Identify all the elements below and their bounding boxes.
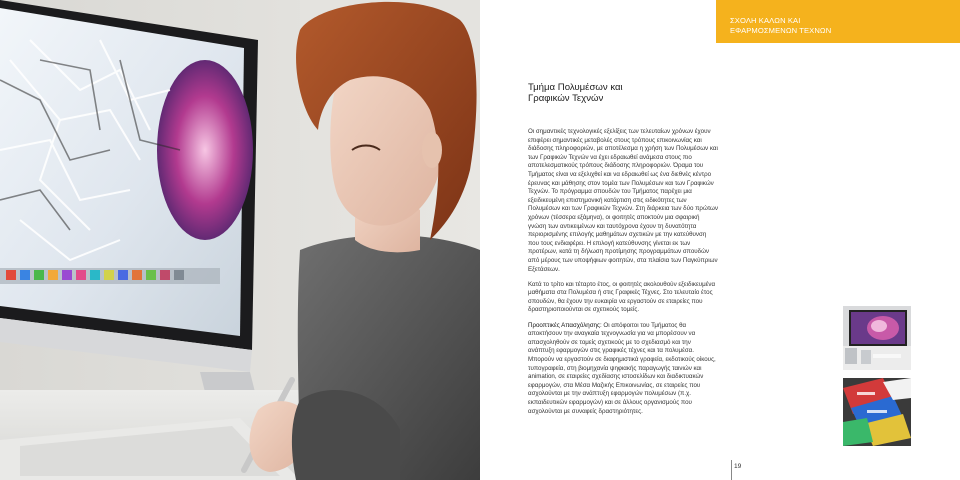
employment-paragraph	[528, 322, 718, 417]
school-name	[730, 16, 831, 36]
school-name-line1: ΣΧΟΛΗ ΚΑΛΩΝ ΚΑΙ	[730, 16, 801, 25]
computer-lab-photo	[843, 306, 911, 370]
page-number: 19	[734, 463, 742, 470]
specialization-paragraph: Κατά το τρίτο και τέταρτο έτος, οι φοιτητές ακολουθούν εξειδικευμένα μαθήματα στα Πολυμέσα ή στις Γραφικές Τέχνες. Στο τελευταίο έτος σπουδών, θα έχουν την ευκαιρία να εργαστούν σε εταιρείες που δραστηριοποιούνται σε σχετικούς τομείς.	[528, 280, 716, 314]
intro-paragraph: Οι σημαντικές τεχνολογικές εξελίξεις των τελευταίων χρόνων έχουν επιφέρει σημαντικές μεταβολές στους τρόπους επικοινωνίας και διάδοσης πληροφοριών, με αποτέλεσμα η χρήση των Πολυμέσων και των Γραφικών Τεχνών να έχει εδραιωθεί ανάμεσα στους πιο αποτελεσματικούς τρόπους διάδοσης πληροφοριών. Όραμα του Τμήματος είναι να εξελιχθεί και να εδραιωθεί ως ένα διεθνές κέντρο έρευνας και μάθησης στον τομέα των Πολυμέσων και των Γραφικών Τεχνών. Το πρόγραμμα σπουδών του Τμήματος παρέχει μια εξειδικευμένη επιστημονική κατάρτιση στις ειδικότητες των Πολυμέσων και των Γραφικών Τεχνών. Στη διάρκεια των δύο πρώτων χρόνων (τέσσερα εξάμηνα), οι φοιτητές αποκτούν μια σφαιρική γνώση των αντικειμένων και ταυτόχρονα έχουν τη δυνατότητα περιορισμένης επιλογής μαθημάτων σχετικών με την κατεύθυνση που τους ενδιαφέρει. Η επιλογή κατεύθυνσης γίνεται εκ των προτέρων, κατά τη δήλωση προτίμησης προγραμμάτων σπουδών από μέρους των υποψήφιων φοιτητών, στα πλαίσια των Παγκύπριων Εξετάσεων.	[528, 128, 718, 273]
employment-text: Οι απόφοιτοι του Τμήματος θα αποκτήσουν την αναγκαία τεχνογνωσία για να μπορέσουν να απασχοληθούν σε τομείς σχετικούς με το σχεδιασμό και την ανάπτυξη εφαρμογών στις γραφικές τέχνες και τα πολυμέσα. Μπορούν να εργαστούν σε διαφημιστικά γραφεία, εκδοτικούς οίκους, τυπογραφεία, στη βιομηχανία ψηφιακής παραγωγής ταινιών και animation, σε εταιρείες σχεδίασης ιστοσελίδων και διαδικτυακών εφαρμογών, στα Μέσα Μαζικής Επικοινωνίας, σε εταιρείες που ασχολούνται με την ανάπτυξη εφαρμογών πολυμέσων (π.χ. εκπαιδευτικών εφαρμογών) και σε άλλους οργανισμούς που ασχολούνται με συναφείς δραστηριότητες.	[528, 321, 716, 415]
employment-heading: Προοπτικές Απασχόλησης:	[528, 321, 602, 329]
department-description	[528, 128, 718, 423]
page-number-rule	[731, 460, 732, 480]
school-name-line2: ΕΦΑΡΜΟΣΜΕΝΩΝ ΤΕΧΝΩΝ	[730, 26, 832, 35]
department-title-line2: Γραφικών Τεχνών	[528, 93, 604, 104]
school-banner	[716, 0, 960, 43]
printed-magazines-photo	[843, 378, 911, 446]
department-title-line1: Τμήμα Πολυμέσων και	[528, 82, 623, 93]
department-title	[528, 82, 708, 104]
